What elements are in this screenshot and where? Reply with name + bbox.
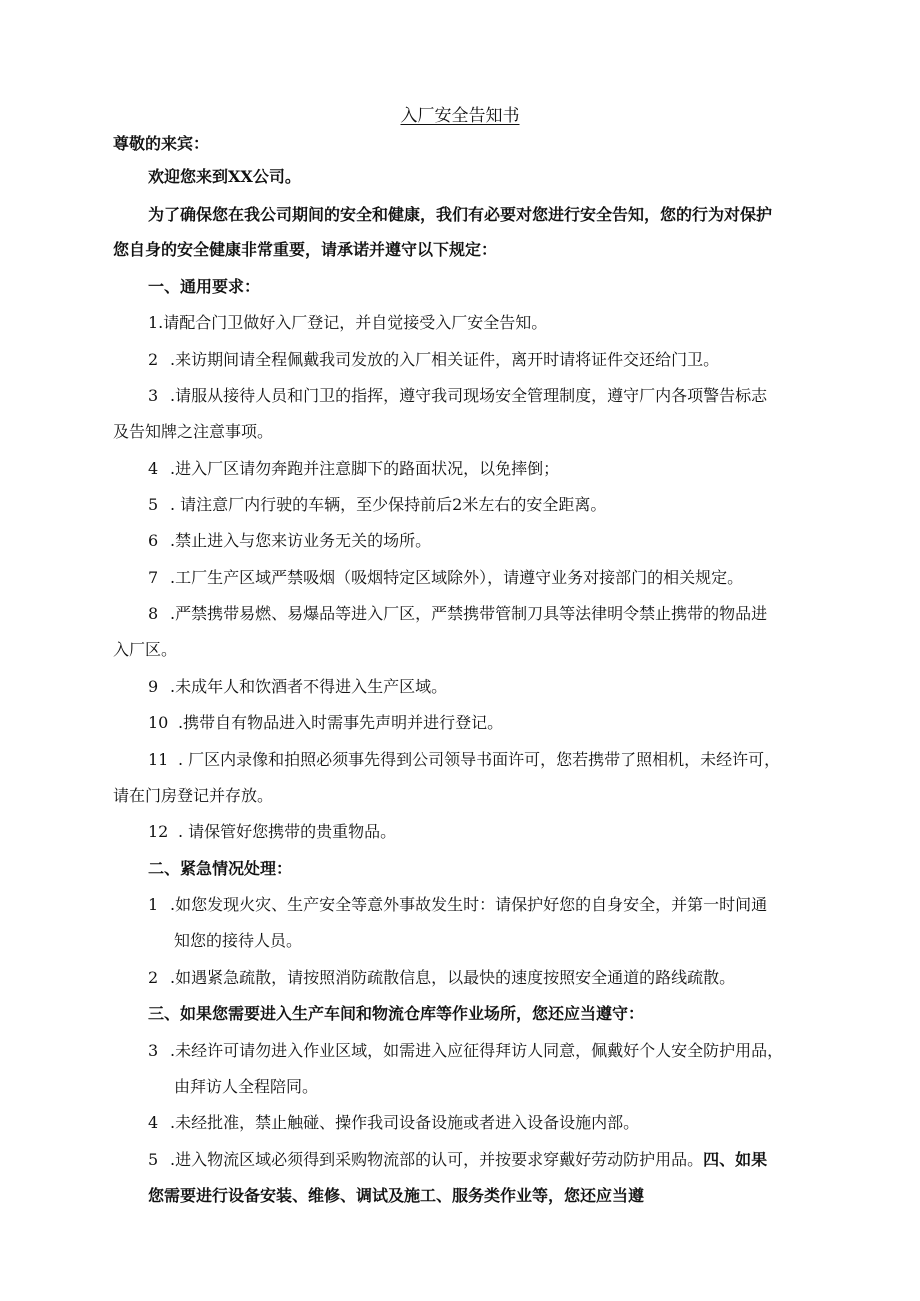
item-number: 11	[148, 750, 169, 769]
list-item	[148, 459, 559, 479]
item-text: 请配合门卫做好入厂登记，并自觉接受入厂安全告知。	[163, 313, 548, 332]
item-number: 7	[148, 568, 159, 587]
item-text-continued: 请在门房登记并存放。	[113, 786, 274, 805]
item-number: 4	[148, 459, 159, 478]
item-number: 1	[148, 895, 159, 914]
item-text: .严禁携带易燃、易爆品等进入厂区，严禁携带管制刀具等法律明令禁止携带的物品进	[170, 604, 768, 623]
section-heading-installation-continued: 您需要进行设备安装、维修、调试及施工、服务类作业等，您还应当遵	[148, 1186, 645, 1205]
list-item	[148, 386, 767, 406]
item-number: 1.	[148, 313, 164, 332]
item-number: 12	[148, 822, 169, 841]
list-item	[148, 568, 743, 588]
item-text: .进入物流区域必须得到采购物流部的认可，并按要求穿戴好劳动防护用品。	[170, 1150, 704, 1169]
list-item	[148, 677, 447, 697]
item-text: . 请注意厂内行驶的车辆，至少保持前后2米左右的安全距离。	[170, 495, 607, 514]
intro-line-1: 为了确保您在我公司期间的安全和健康，我们有必要对您进行安全告知，您的行为对保护	[148, 205, 773, 224]
item-text: .未经许可请勿进入作业区域，如需进入应征得拜访人同意，佩戴好个人安全防护用品，	[170, 1041, 784, 1060]
list-item	[148, 822, 396, 842]
item-number: 2	[148, 350, 159, 369]
section-heading-installation: 四、如果	[703, 1150, 768, 1169]
document-title: 入厂安全告知书	[400, 106, 520, 126]
item-text: .工厂生产区域严禁吸烟（吸烟特定区域除外），请遵守业务对接部门的相关规定。	[170, 568, 744, 587]
welcome-line: 欢迎您来到XX公司。	[148, 167, 301, 186]
list-item	[148, 604, 767, 624]
item-number: 8	[148, 604, 159, 623]
item-number: 5	[148, 1150, 159, 1169]
list-item	[148, 895, 767, 915]
list-item	[148, 1113, 639, 1133]
intro-line-2: 您自身的安全健康非常重要，请承诺并遵守以下规定：	[113, 240, 498, 259]
item-number: 3	[148, 386, 159, 405]
list-item	[148, 1041, 783, 1061]
item-text-continued: 知您的接待人员。	[174, 931, 303, 950]
item-text-continued: 入厂区。	[113, 640, 178, 659]
list-item	[148, 713, 503, 733]
list-item	[148, 531, 431, 551]
item-text: .未经批准，禁止触碰、操作我司设备设施或者进入设备设施内部。	[170, 1113, 640, 1132]
item-text: .未成年人和饮酒者不得进入生产区域。	[170, 677, 448, 696]
item-number: 5	[148, 495, 159, 514]
item-number: 4	[148, 1113, 159, 1132]
item-text: .禁止进入与您来访业务无关的场所。	[170, 531, 432, 550]
item-number: 2	[148, 968, 159, 987]
item-text: .如您发现火灾、生产安全等意外事故发生时：请保护好您的自身安全，并第一时间通	[170, 895, 768, 914]
item-text: .如遇紧急疏散，请按照消防疏散信息，以最快的速度按照安全通道的路线疏散。	[170, 968, 736, 987]
list-item	[148, 313, 547, 333]
section-heading-general: 一、通用要求：	[148, 277, 261, 296]
list-item	[148, 350, 719, 370]
list-item	[148, 1150, 767, 1170]
item-text-continued: 及告知牌之注意事项。	[113, 422, 274, 441]
section-heading-emergency: 二、紧急情况处理：	[148, 859, 293, 878]
section-heading-workshop: 三、如果您需要进入生产车间和物流仓库等作业场所，您还应当遵守：	[148, 1004, 645, 1023]
item-number: 9	[148, 677, 159, 696]
list-item	[148, 750, 780, 770]
item-text: .请服从接待人员和门卫的指挥，遵守我司现场安全管理制度，遵守厂内各项警告标志	[170, 386, 768, 405]
item-text: . 请保管好您携带的贵重物品。	[178, 822, 397, 841]
item-text: .进入厂区请勿奔跑并注意脚下的路面状况，以免摔倒；	[170, 459, 560, 478]
item-text: .携带自有物品进入时需事先声明并进行登记。	[178, 713, 504, 732]
item-text: . 厂区内录像和拍照必须事先得到公司领导书面许可，您若携带了照相机，未经许可，	[178, 750, 781, 769]
item-number: 10	[148, 713, 169, 732]
item-number: 3	[148, 1041, 159, 1060]
item-text-continued: 由拜访人全程陪同。	[174, 1077, 319, 1096]
salutation: 尊敬的来宾：	[113, 134, 210, 153]
list-item	[148, 968, 735, 988]
item-number: 6	[148, 531, 159, 550]
item-text: .来访期间请全程佩戴我司发放的入厂相关证件，离开时请将证件交还给门卫。	[170, 350, 720, 369]
list-item	[148, 495, 606, 515]
